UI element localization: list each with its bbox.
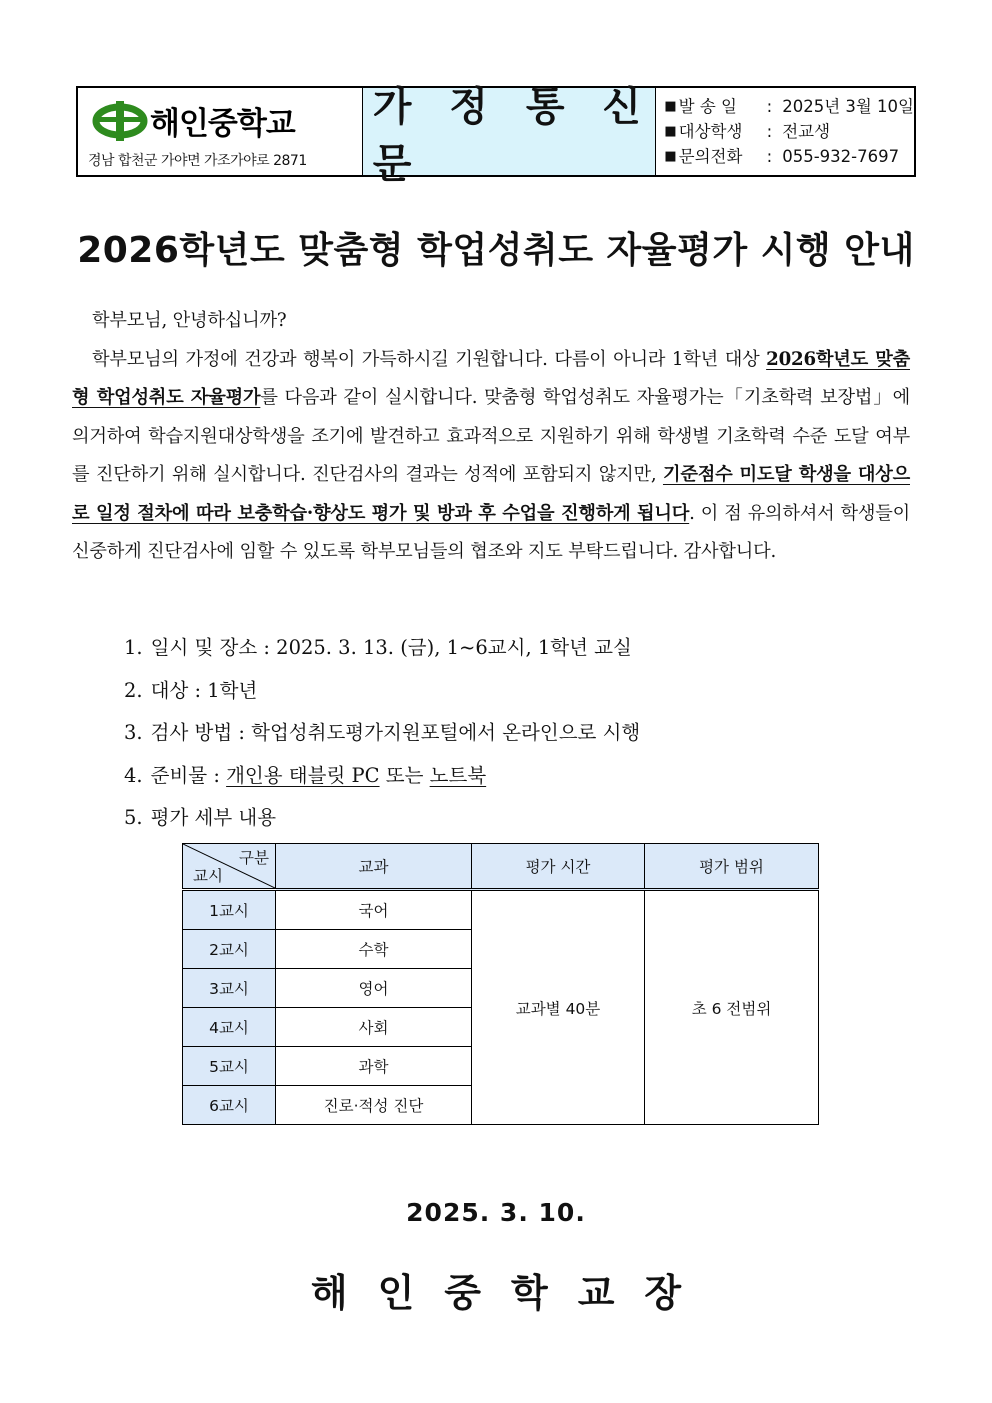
info-sep: : xyxy=(766,122,773,141)
issue-date: 2025. 3. 10. xyxy=(406,1198,586,1227)
period-cell: 3교시 xyxy=(183,969,276,1008)
range-cell: 초 6 전범위 xyxy=(645,890,819,1125)
subject-cell: 사회 xyxy=(276,1008,472,1047)
bullet-icon: ■ xyxy=(664,99,677,114)
info-value: 전교생 xyxy=(782,122,831,141)
period-cell: 6교시 xyxy=(183,1086,276,1125)
page-title: 2026학년도 맞춤형 학업성취도 자율평가 시행 안내 xyxy=(77,230,915,271)
item-text: 검사 방법 : 학업성취도평가지원포털에서 온라인으로 시행 xyxy=(150,721,641,744)
header-subject: 교과 xyxy=(276,844,472,890)
info-sep: : xyxy=(766,97,773,116)
body-highlight-1: 2026학년도 맞춤형 학업성취도 자율평가 xyxy=(72,348,910,408)
school-emblem-icon xyxy=(92,99,148,143)
school-info xyxy=(78,88,363,175)
period-cell: 1교시 xyxy=(183,890,276,930)
item-text: 준비물 : xyxy=(150,763,227,787)
greeting: 학부모님, 안녕하십니까? xyxy=(92,310,287,331)
info-label: 대상학생 xyxy=(678,122,743,141)
schedule-table xyxy=(182,843,819,1125)
doc-type: 가 정 통 신 문 xyxy=(372,83,654,187)
info-phone xyxy=(664,144,914,169)
item-text: 또는 xyxy=(379,763,430,787)
corner-label-period: 교시 xyxy=(193,867,223,885)
item-number: 5. xyxy=(124,806,143,829)
letter-header xyxy=(76,83,916,187)
corner-cell xyxy=(183,844,276,890)
details-list xyxy=(124,627,640,840)
send-info xyxy=(656,88,914,175)
period-cell: 5교시 xyxy=(183,1047,276,1086)
info-send-date xyxy=(664,94,914,119)
item-number: 1. xyxy=(124,636,143,659)
detail-item-supplies xyxy=(124,755,640,798)
subject-cell: 수학 xyxy=(276,930,472,969)
subject-cell: 진로·적성 진단 xyxy=(276,1086,472,1125)
supply-laptop: 노트북 xyxy=(429,763,487,787)
subject-cell: 과학 xyxy=(276,1047,472,1086)
info-value: 2025년 3월 10일 xyxy=(782,97,914,116)
body-text-2: 를 다음과 같이 실시합니다. 맞춤형 학업성취도 자율평가는「기초학력 보장법」에 의거하여 학습지원대상학생을 조기에 발견하고 효과적으로 지원하기 위해 학생별 기초학력 수준 도달 여부를 진단하기 위해 실시합니다. 진단검사의 결과는 성적에 포함되지 않지만, xyxy=(72,387,910,485)
detail-item-table-title xyxy=(124,797,640,840)
item-number: 3. xyxy=(124,721,143,744)
header-time: 평가 시간 xyxy=(472,844,645,890)
principal-signature: 해인중학교장 xyxy=(310,1270,712,1315)
body-text-3: . 이 점 유의하셔서 학생들이 신중하게 진단검사에 임할 수 있도록 학부모님들의 협조와 지도 부탁드립니다. 감사합니다. xyxy=(72,502,911,562)
school-logo xyxy=(92,98,295,143)
info-target xyxy=(664,119,914,144)
bullet-icon: ■ xyxy=(664,124,677,139)
bullet-icon: ■ xyxy=(664,149,677,164)
subject-cell: 영어 xyxy=(276,969,472,1008)
time-cell: 교과별 40분 xyxy=(472,890,645,1125)
body-text-1: 학부모님의 가정에 건강과 행복이 가득하시길 기원합니다. 다름이 아니라 1학년 대상 xyxy=(92,348,767,370)
item-number: 4. xyxy=(124,763,143,787)
table-row xyxy=(183,890,819,930)
detail-item-schedule xyxy=(124,627,640,670)
body-paragraph xyxy=(72,341,910,572)
item-text: 일시 및 장소 : 2025. 3. 13. (금), 1~6교시, 1학년 교실 xyxy=(150,636,632,659)
info-sep: : xyxy=(766,147,773,166)
detail-item-target xyxy=(124,670,640,713)
table-header-row xyxy=(183,844,819,890)
period-cell: 4교시 xyxy=(183,1008,276,1047)
info-value: 055-932-7697 xyxy=(782,147,900,166)
letter-body xyxy=(72,302,910,572)
info-label: 문의전화 xyxy=(678,147,743,166)
subject-cell: 국어 xyxy=(276,890,472,930)
supply-tablet: 개인용 태블릿 PC xyxy=(226,763,380,787)
school-name: 해인중학교 xyxy=(150,106,295,142)
body-highlight-2: 기준점수 미도달 학생을 대상으로 일정 절차에 따라 보충학습·향상도 평가 및 방과 후 수업을 진행하게 됩니다 xyxy=(72,464,910,524)
doc-type-box xyxy=(363,83,657,187)
item-number: 2. xyxy=(124,678,143,702)
header-range: 평가 범위 xyxy=(645,844,819,890)
item-text: 대상 : 1학년 xyxy=(150,678,258,702)
item-text: 평가 세부 내용 xyxy=(150,806,277,829)
info-label: 발 송 일 xyxy=(678,97,737,116)
school-address: 경남 합천군 가야면 가조가야로 2871 xyxy=(88,153,307,169)
detail-item-method xyxy=(124,712,640,755)
corner-label-category: 구분 xyxy=(239,849,269,867)
period-cell: 2교시 xyxy=(183,930,276,969)
